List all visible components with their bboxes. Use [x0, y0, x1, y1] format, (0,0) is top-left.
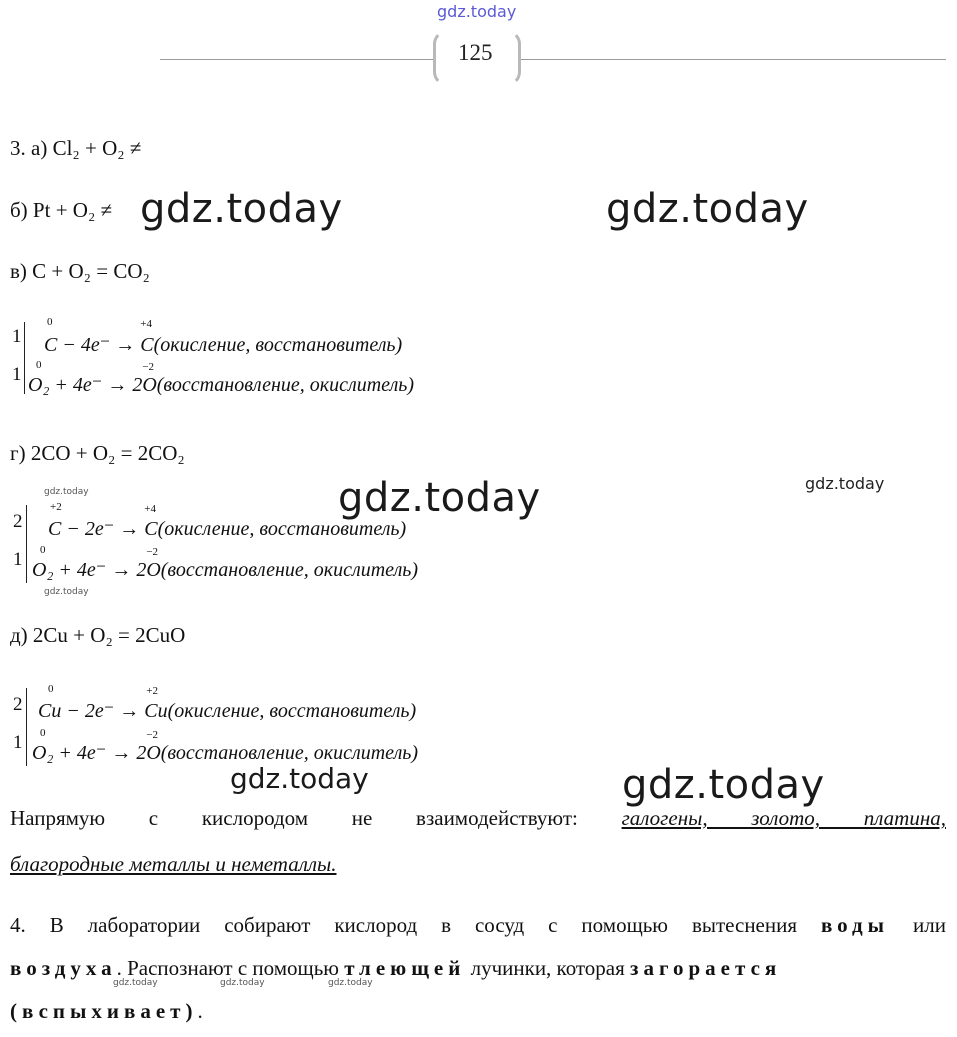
conclusion-plain: Напрямую с кислородом не взаимодействуют:: [10, 806, 578, 830]
balance-coef: 1: [12, 364, 22, 385]
oxidation-state: 0: [40, 727, 46, 739]
balance-bar: [26, 688, 27, 766]
header-watermark: gdz.today: [437, 2, 517, 21]
task4-line-2: [10, 956, 950, 980]
task4-text: или: [913, 913, 947, 937]
watermark: gdz.today: [328, 978, 373, 988]
half-reaction-right: C(окисление, восстановитель): [144, 518, 407, 540]
oxidation-state: 0: [47, 316, 53, 328]
balance-row: [38, 683, 417, 723]
oxidation-state: 0: [40, 544, 46, 556]
conclusion-line-2: [10, 852, 336, 876]
half-reaction-left: Cu − 2e⁻ →: [38, 700, 145, 722]
task3-v: в) C + O₂ = CO₂: [10, 259, 150, 283]
balance-coef: 2: [13, 694, 23, 715]
task4-text: 4. В лаборатории собирают кислород в сосуд с помощью вытеснения: [10, 913, 798, 937]
conclusion-underlined-2: благородные металлы и неметаллы.: [10, 852, 337, 876]
half-reaction-right: O(восстановление, окислитель): [146, 559, 419, 581]
task4-answer-water: воды: [820, 913, 890, 937]
watermark: gdz.today: [622, 762, 825, 808]
oxidation-state: +2: [146, 685, 158, 697]
half-reaction-left: O₂ + 4e⁻ → 2: [28, 374, 143, 396]
balance-bar: [26, 505, 27, 583]
half-reaction-right: Cu(окисление, восстановитель): [144, 700, 417, 722]
balance-bar: [24, 322, 25, 394]
page-number: 125: [458, 40, 493, 65]
task3-a: 3. а) Cl₂ + O₂ ≠: [10, 136, 142, 160]
balance-coef: 1: [13, 549, 23, 570]
balance-row: [44, 316, 403, 357]
task4-answer-ignites: загорается: [630, 956, 782, 980]
half-reaction-left: O₂ + 4e⁻ → 2: [32, 742, 147, 764]
oxidation-state: +4: [144, 503, 156, 515]
conclusion-underlined-1: галогены, золото, платина,: [621, 806, 946, 830]
half-reaction-right-wrap: [144, 685, 417, 722]
balance-coef: 1: [12, 326, 22, 347]
oxidation-state: −2: [142, 361, 155, 373]
oxidation-state: −2: [146, 729, 159, 741]
balance-coef: 2: [13, 511, 23, 532]
task4-text: лучинки, которая: [470, 956, 625, 980]
half-reaction-left: C − 2e⁻ →: [48, 518, 145, 540]
task3-b: б) Pt + O₂ ≠: [10, 198, 113, 222]
half-reaction-left: O₂ + 4e⁻ → 2: [32, 559, 147, 581]
task4-answer-flashes: (вспыхивает): [10, 999, 198, 1023]
task3-d: д) 2Cu + O₂ = 2CuO: [10, 623, 186, 647]
oxidation-state: 0: [48, 683, 54, 695]
half-reaction-right: O(восстановление, окислитель): [142, 374, 415, 396]
watermark: gdz.today: [44, 487, 89, 497]
half-reaction-right-wrap: [146, 729, 419, 764]
watermark: gdz.today: [113, 978, 158, 988]
balance-row: [32, 544, 419, 582]
task4-answer-smoldering: тлеющей: [344, 956, 466, 980]
watermark: gdz.today: [220, 978, 265, 988]
oxidation-state: +4: [140, 318, 152, 330]
watermark: gdz.today: [140, 186, 343, 232]
watermark: gdz.today: [805, 474, 885, 493]
task4-line-3: [10, 999, 203, 1023]
watermark: gdz.today: [606, 186, 809, 232]
balance-coef: 1: [13, 732, 23, 753]
half-reaction-right-wrap: [140, 318, 403, 356]
half-reaction-right: C(окисление, восстановитель): [140, 334, 403, 356]
conclusion-line-1: [10, 806, 946, 830]
task4-line-1: [10, 913, 946, 937]
oxidation-state: 0: [36, 359, 42, 371]
watermark: gdz.today: [230, 762, 369, 795]
task3-g: г) 2CO + O₂ = 2CO₂: [10, 441, 185, 465]
half-reaction-right-wrap: [144, 503, 407, 540]
balance-row: [28, 359, 415, 397]
watermark: gdz.today: [44, 587, 89, 597]
task4-text: .: [197, 999, 203, 1023]
half-reaction-right-wrap: [146, 546, 419, 581]
header-rule-right: [521, 59, 946, 60]
oxidation-state: +2: [50, 501, 62, 513]
watermark: gdz.today: [338, 475, 541, 521]
task4-text: . Распознают с помощью: [116, 956, 339, 980]
half-reaction-right: O(восстановление, окислитель): [146, 742, 419, 764]
task4-answer-air: воздуха: [10, 956, 117, 980]
header-rule-left: [160, 59, 433, 60]
oxidation-state: −2: [146, 546, 159, 558]
half-reaction-right-wrap: [142, 361, 415, 396]
half-reaction-left: C − 4e⁻ →: [44, 334, 141, 356]
